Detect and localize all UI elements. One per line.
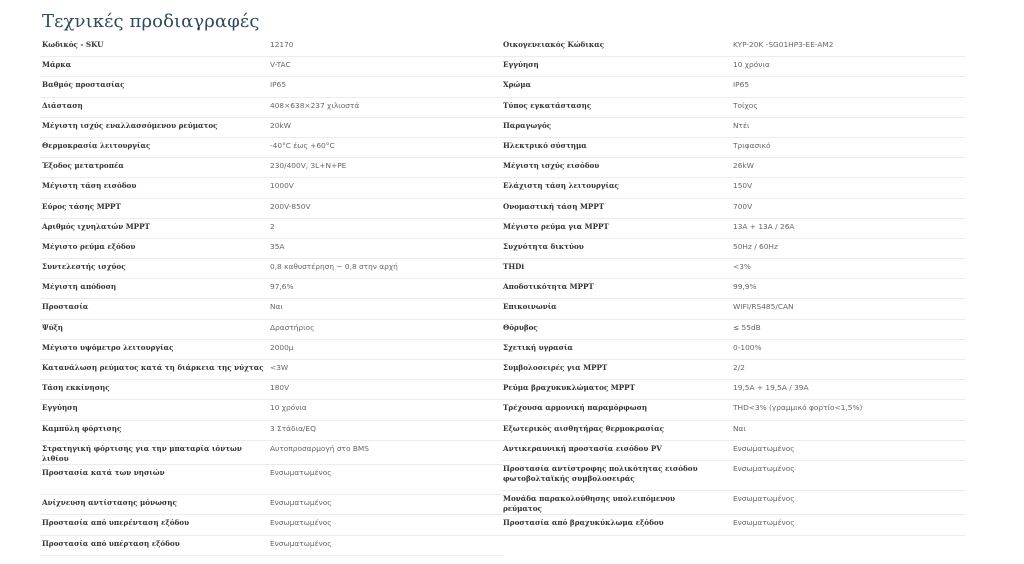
spec-row: [40, 239, 503, 259]
spec-value: 97,6%: [270, 282, 294, 292]
spec-label: Θόρυβος: [503, 322, 538, 332]
spec-row: [502, 118, 965, 138]
spec-value: Ενσωματωμένος: [270, 498, 332, 508]
spec-value: IP65: [733, 80, 750, 90]
spec-value: Ενσωματωμένος: [733, 463, 795, 473]
spec-value: V-TAC: [270, 60, 291, 70]
spec-value: Ενσωματωμένος: [733, 443, 795, 453]
spec-value: Ενσωματωμένος: [733, 494, 795, 504]
spec-label: Προστασία αντίστροφης πολικότητας εισόδου φωτοβολταϊκής συμβολοσειράς: [503, 463, 698, 483]
spec-label: Μέγιστο υψόμετρο λειτουργίας: [42, 342, 174, 352]
spec-value: Ενσωματωμένος: [270, 518, 332, 528]
spec-label: Προστασία από υπέρταση εξόδου: [42, 538, 180, 548]
spec-row: [502, 239, 965, 259]
spec-row: [502, 37, 965, 57]
spec-label: Μέγιστη τάση εισόδου: [42, 181, 137, 191]
spec-row: [502, 461, 965, 492]
spec-value: 26kW: [733, 161, 754, 171]
spec-value: 180V: [270, 383, 290, 393]
spec-row: [502, 138, 965, 158]
spec-label: Τύπος εγκατάστασης: [503, 100, 592, 110]
spec-value: 35A: [270, 241, 285, 251]
spec-value: IP65: [270, 80, 287, 90]
specs-table-left: [40, 37, 503, 556]
spec-row: [40, 178, 503, 198]
spec-value: 10 χρόνια: [733, 60, 770, 70]
spec-label: Στρατηγική φόρτισης για την μπαταρία ιόντων λιθίου: [42, 443, 242, 463]
spec-label: Συντελεστής ισχύος: [42, 262, 126, 272]
spec-label: Κατανάλωση ρεύματος κατά τη διάρκεια της νύχτας: [42, 363, 264, 372]
spec-value: 50Hz / 60Hz: [733, 241, 778, 251]
spec-label: Βαθμός προστασίας: [42, 80, 125, 90]
spec-value: Ντέι: [733, 120, 750, 130]
spec-row: [40, 219, 503, 239]
spec-row: [40, 380, 503, 400]
spec-value: 2/2: [733, 363, 745, 372]
spec-label: Προστασία κατά των νησιών: [42, 467, 165, 477]
spec-row: [502, 199, 965, 219]
spec-row: [40, 77, 503, 97]
spec-label: Καμπύλη φόρτισης: [42, 423, 122, 433]
spec-row: [40, 199, 503, 219]
spec-label: Θερμοκρασία λειτουργίας: [42, 140, 151, 150]
spec-row: [40, 515, 503, 535]
spec-row: [40, 495, 503, 515]
spec-value: 10 χρόνια: [270, 403, 307, 413]
spec-label: Ελάχιστη τάση λειτουργίας: [503, 181, 619, 191]
spec-label: Ρεύμα βραχυκυκλώματος MPPT: [503, 383, 635, 393]
spec-value: THD<3% (γραμμικό φορτίο<1,5%): [733, 403, 863, 413]
spec-row: [502, 178, 965, 198]
spec-label: Αντικεραυνική προστασία εισόδου PV: [503, 443, 662, 453]
spec-label: Εύρος τάσης MPPT: [42, 201, 121, 211]
spec-value: -40°C έως +60°C: [270, 140, 335, 150]
spec-label: Τρέχουσα αρμονική παραμόρφωση: [503, 403, 648, 413]
spec-label: Χρώμα: [503, 80, 531, 90]
spec-row: [40, 441, 503, 465]
spec-row: [502, 259, 965, 279]
spec-value: 150V: [733, 181, 753, 191]
spec-label: Ψύξη: [42, 322, 64, 332]
spec-value: Ενσωματωμένος: [270, 538, 332, 548]
spec-label: Κωδικός - SKU: [42, 40, 104, 49]
spec-label: Διάσταση: [42, 100, 83, 110]
spec-label: Ονομαστική τάση MPPT: [503, 201, 605, 211]
spec-value: 0,8 καθυστέρηση ~ 0,8 στην αρχή: [270, 262, 398, 272]
spec-value: 408×638×237 χιλιοστά: [270, 100, 360, 110]
spec-row: [40, 465, 503, 496]
spec-label: Μέγιστο ρεύμα εξόδου: [42, 241, 136, 251]
spec-label: Οικογενειακός Κώδικας: [503, 40, 605, 49]
spec-row: [502, 57, 965, 77]
spec-row: [40, 421, 503, 441]
spec-label: Μάρκα: [42, 60, 72, 70]
spec-row: [502, 400, 965, 420]
spec-value: Ναι: [733, 423, 746, 433]
spec-value: 2: [270, 221, 275, 231]
spec-label: Προστασία: [42, 302, 89, 312]
spec-value: 20kW: [270, 120, 291, 130]
spec-row: [40, 57, 503, 77]
spec-row: [40, 37, 503, 57]
spec-value: <3%: [733, 262, 751, 272]
spec-value: KYP-20K -SG01HP3-EE-AM2: [733, 40, 834, 49]
spec-label: THDi: [503, 262, 525, 272]
spec-row: [40, 340, 503, 360]
spec-row: [502, 77, 965, 97]
spec-value: 0-100%: [733, 342, 762, 352]
spec-label: Τάση εκκίνησης: [42, 383, 110, 393]
spec-row: [40, 320, 503, 340]
page-title: Τεχνικές προδιαγραφές: [42, 11, 260, 32]
spec-value: 13A + 13A / 26A: [733, 221, 795, 231]
spec-row: [502, 299, 965, 319]
spec-row: [40, 299, 503, 319]
spec-label: Προστασία από υπερένταση εξόδου: [42, 518, 190, 528]
spec-row: [502, 279, 965, 299]
spec-value: Ναι: [270, 302, 283, 312]
spec-value: 99,9%: [733, 282, 757, 292]
spec-label: Εξωτερικός αισθητήρας θερμοκρασίας: [503, 423, 665, 433]
spec-row: [502, 98, 965, 118]
spec-label: Συχνότητα δικτύου: [503, 241, 584, 251]
spec-row: [40, 98, 503, 118]
spec-label: Μέγιστη ισχύς εναλλασσόμενου ρεύματος: [42, 120, 218, 130]
spec-label: Έξοδος μετατροπέα: [42, 161, 124, 171]
spec-row: [502, 158, 965, 178]
spec-value: Ενσωματωμένος: [270, 467, 332, 477]
spec-row: [40, 259, 503, 279]
spec-row: [40, 138, 503, 158]
spec-value: Αυτοπροσαρμογή στο BMS: [270, 443, 369, 453]
spec-label: Ηλεκτρικό σύστημα: [503, 140, 587, 150]
spec-value: ≤ 55dB: [733, 322, 761, 332]
spec-value: 2000μ: [270, 342, 294, 352]
spec-label: Μέγιστη ισχύς εισόδου: [503, 161, 600, 171]
spec-row: [502, 380, 965, 400]
spec-row: [502, 320, 965, 340]
spec-label: Μέγιστο ρεύμα για MPPT: [503, 221, 609, 231]
spec-row: [502, 421, 965, 441]
spec-row: [40, 118, 503, 138]
spec-row: [40, 158, 503, 178]
spec-value: <3W: [270, 363, 289, 372]
spec-row: [502, 360, 965, 380]
spec-value: 3 Στάδια/EQ: [270, 423, 316, 433]
spec-label: Προστασία από βραχυκύκλωμα εξόδου: [503, 518, 664, 528]
spec-label: Μονάδα παρακολούθησης υπολειπόμενου ρεύματος: [503, 494, 676, 514]
spec-label: Αριθμός ιχνηλατών MPPT: [42, 221, 150, 231]
spec-row: [40, 360, 503, 380]
spec-value: Τοίχος: [733, 100, 758, 110]
spec-value: Τριφασικό: [733, 140, 771, 150]
spec-label: Συμβολοσειρές για MPPT: [503, 363, 608, 372]
specs-table-right: [502, 37, 965, 536]
spec-value: 700V: [733, 201, 753, 211]
spec-label: Εγγύηση: [42, 403, 78, 413]
spec-value: 200V-850V: [270, 201, 311, 211]
spec-value: 230/400V, 3L+N+PE: [270, 161, 347, 171]
spec-value: 12170: [270, 40, 294, 49]
spec-label: Ανίχνευση αντίστασης μόνωσης: [42, 498, 177, 508]
spec-row: [40, 279, 503, 299]
spec-value: WIFI/RS485/CAN: [733, 302, 794, 312]
spec-value: 19,5A + 19,5A / 39A: [733, 383, 809, 393]
spec-row: [502, 441, 965, 461]
spec-row: [502, 515, 965, 535]
spec-label: Εγγύηση: [503, 60, 539, 70]
spec-label: Παραγωγός: [503, 120, 552, 130]
spec-label: Μέγιστη απόδοση: [42, 282, 117, 292]
spec-value: Δραστήριος: [270, 322, 315, 332]
spec-row: [40, 400, 503, 420]
spec-label: Αποδοτικότητα MPPT: [503, 282, 594, 292]
spec-label: Επικοινωνία: [503, 302, 557, 312]
spec-value: 1000V: [270, 181, 294, 191]
spec-row: [502, 340, 965, 360]
spec-row: [502, 491, 965, 515]
spec-row: [502, 219, 965, 239]
spec-value: Ενσωματωμένος: [733, 518, 795, 528]
spec-row: [40, 536, 503, 556]
spec-label: Σχετική υγρασία: [503, 342, 573, 352]
